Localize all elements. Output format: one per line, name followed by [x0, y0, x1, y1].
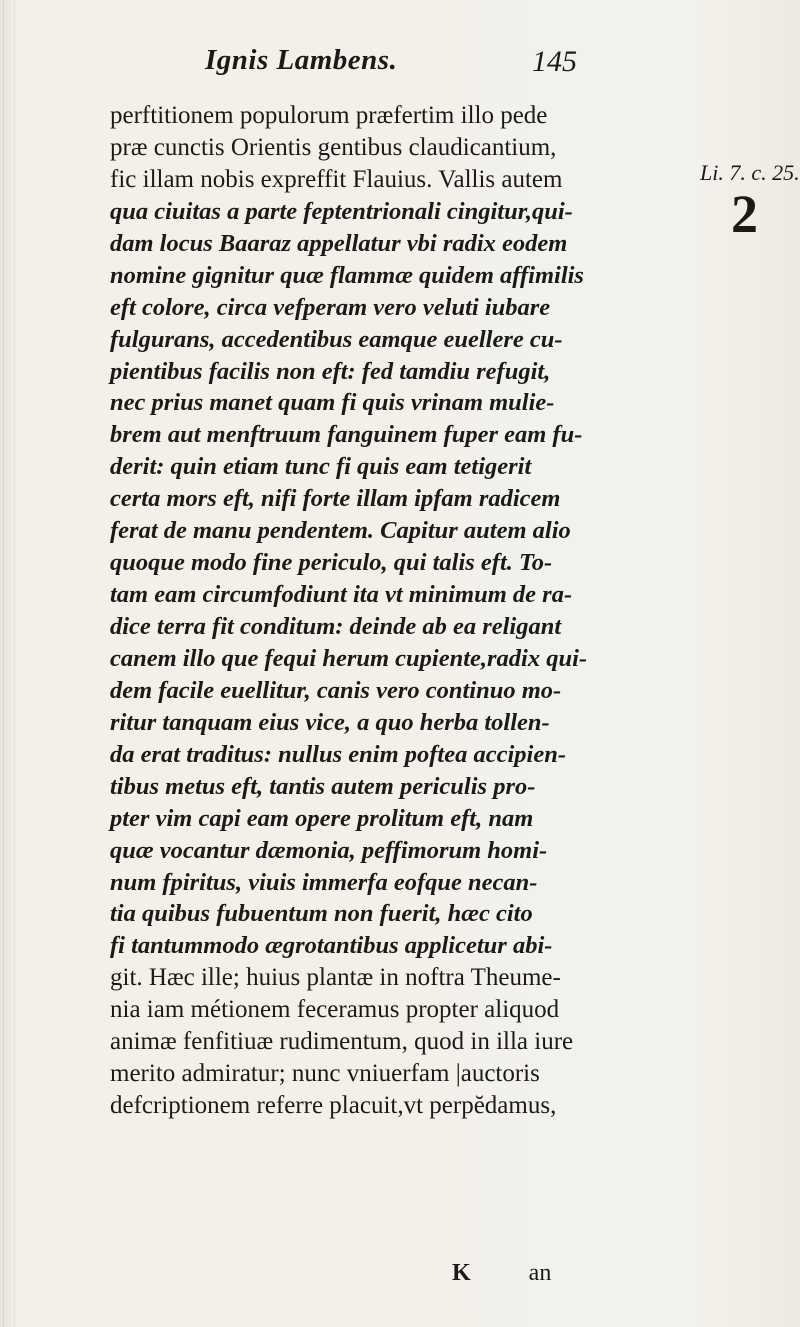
catchword-line	[452, 1260, 551, 1287]
catchword: an	[528, 1260, 552, 1286]
text-line: nia iam métionem feceramus propter aliquod	[110, 996, 560, 1024]
text-line: certa mors eft, nifi forte illam ipfam radicem	[110, 485, 561, 513]
signature-mark: K	[452, 1260, 471, 1286]
text-line: nomine gignitur quæ flammæ quidem affimilis	[110, 261, 584, 289]
text-line: defcriptionem referre placuit,vt perpĕdamus,	[110, 1092, 557, 1120]
text-line: tibus metus eft, tantis autem periculis pro-	[110, 772, 536, 800]
text-line: ferat de manu pendentem. Capitur autem alio	[110, 517, 571, 545]
text-line: fulgurans, accedentibus eamque euellere cu-	[110, 325, 563, 353]
text-line: da erat traditus: nullus enim poftea accipien-	[110, 740, 566, 768]
text-line: brem aut menftruum fanguinem fuper eam fu-	[110, 421, 583, 449]
text-line: eft colore, circa vefperam vero veluti iubare	[110, 293, 551, 321]
text-line: num fpiritus, viuis immerfa eofque necan-	[110, 868, 538, 896]
text-line: canem illo que fequi herum cupiente,radix qui-	[110, 644, 588, 672]
text-line: tia quibus fubuentum non fuerit, hæc cito	[110, 900, 533, 928]
text-line: tam eam circumfodiunt ita vt minimum de ra-	[110, 581, 573, 609]
page-number: 145	[532, 45, 577, 78]
text-line: qua ciuitas a parte feptentrionali cingitur,qui-	[110, 197, 573, 225]
page-edge-line	[3, 0, 4, 1327]
text-line: dice terra fit conditum: deinde ab ea religant	[110, 613, 562, 640]
margin-number: 2	[731, 184, 758, 244]
text-line: animæ fenfitiuæ rudimentum, quod in illa iure	[110, 1028, 574, 1056]
text-line: quæ vocantur dæmonia, peffimorum homi-	[110, 836, 548, 864]
text-line: præ cunctis Orientis gentibus claudicantium,	[110, 133, 557, 161]
text-line: fi tantummodo ægrotantibus applicetur abi-	[110, 932, 553, 960]
margin-reference: Li. 7. c. 25.	[700, 160, 800, 185]
text-line: ritur tanquam eius vice, a quo herba tollen-	[110, 708, 550, 736]
text-line: perftitionem populorum præfertim illo pede	[110, 102, 548, 129]
text-line: git. Hæc ille; huius plantæ in noftra Theume-	[110, 964, 561, 992]
text-line: nec prius manet quam fi quis vrinam mulie-	[110, 389, 555, 417]
text-line: merito admiratur; nunc vniuerfam |auctoris	[110, 1060, 540, 1088]
text-line: fic illam nobis expreffit Flauius. Vallis autem	[110, 165, 563, 193]
text-line: dem facile euellitur, canis vero continuo mo-	[110, 676, 562, 704]
text-block	[110, 100, 635, 1122]
text-line: pter vim capi eam opere prolitum eft, nam	[110, 804, 534, 832]
text-line: quoque modo fine periculo, qui talis eft. To-	[110, 549, 553, 577]
page-edge-line	[14, 0, 15, 1327]
running-head: Ignis Lambens.	[205, 44, 398, 76]
text-line: dam locus Baaraz appellatur vbi radix eodem	[110, 229, 568, 257]
text-line: pientibus facilis non eft: fed tamdiu refugit,	[110, 357, 551, 385]
text-line: derit: quin etiam tunc fi quis eam tetigerit	[110, 453, 532, 481]
